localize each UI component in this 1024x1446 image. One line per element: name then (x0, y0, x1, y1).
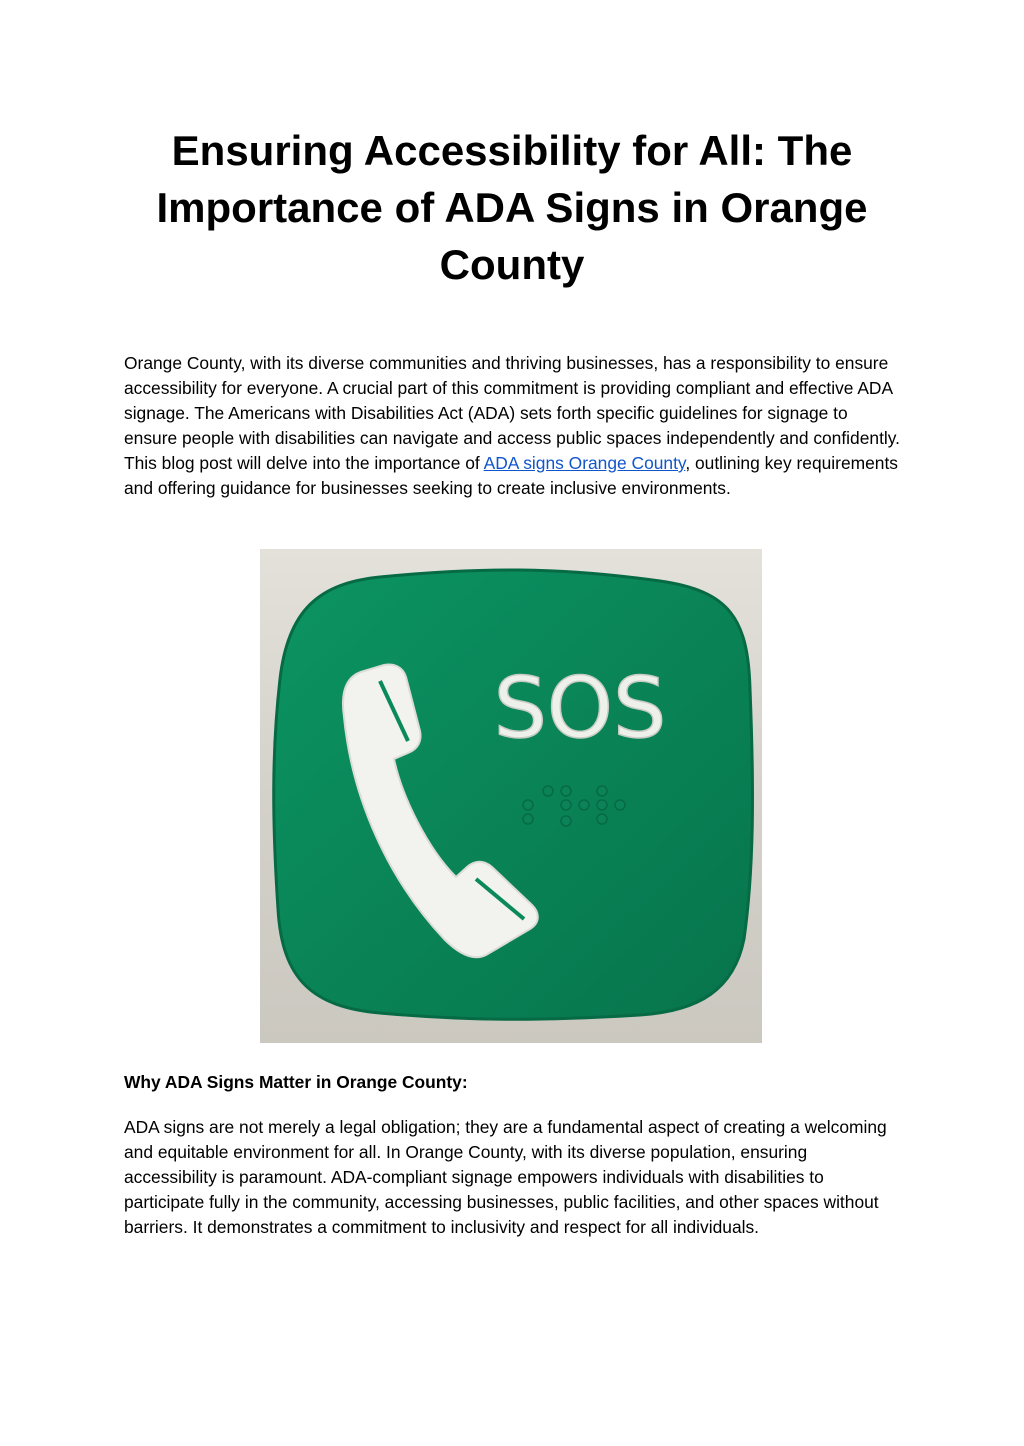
page-title: Ensuring Accessibility for All: The Importance of ADA Signs in Orange County (156, 127, 868, 288)
section-heading: Why ADA Signs Matter in Orange County: (124, 1072, 468, 1092)
section-body-paragraph: ADA signs are not merely a legal obligation; they are a fundamental aspect of creating a welcoming and equitable environment for all. In Orange County, with its diverse population, ensuring accessibility is paramount. ADA-compliant signage empowers individuals with disabilities to participate fully in the community, accessing businesses, public facilities, and other spaces without barriers. It demonstrates a commitment to inclusivity and respect for all individuals. (124, 1117, 887, 1237)
intro-paragraph (124, 351, 900, 501)
sos-sign-photo (260, 549, 762, 1043)
intro-text-after-link: , outlining key requirements and offering guidance for businesses seeking to create inclusive environments. (124, 453, 898, 498)
intro-text-before-link: Orange County, with its diverse communities and thriving businesses, has a responsibility to ensure accessibility for everyone. A crucial part of this commitment is providing compliant and effective ADA signage. The Americans with Disabilities Act (ADA) sets forth specific guidelines for signage to ensure people with disabilities can navigate and access public spaces independently and confidently. This blog post will delve into the importance of (124, 353, 900, 473)
ada-signs-link[interactable]: ADA signs Orange County (483, 453, 686, 473)
sos-sign-plate (274, 570, 753, 1019)
sign-sos-label: SOS (493, 659, 667, 757)
